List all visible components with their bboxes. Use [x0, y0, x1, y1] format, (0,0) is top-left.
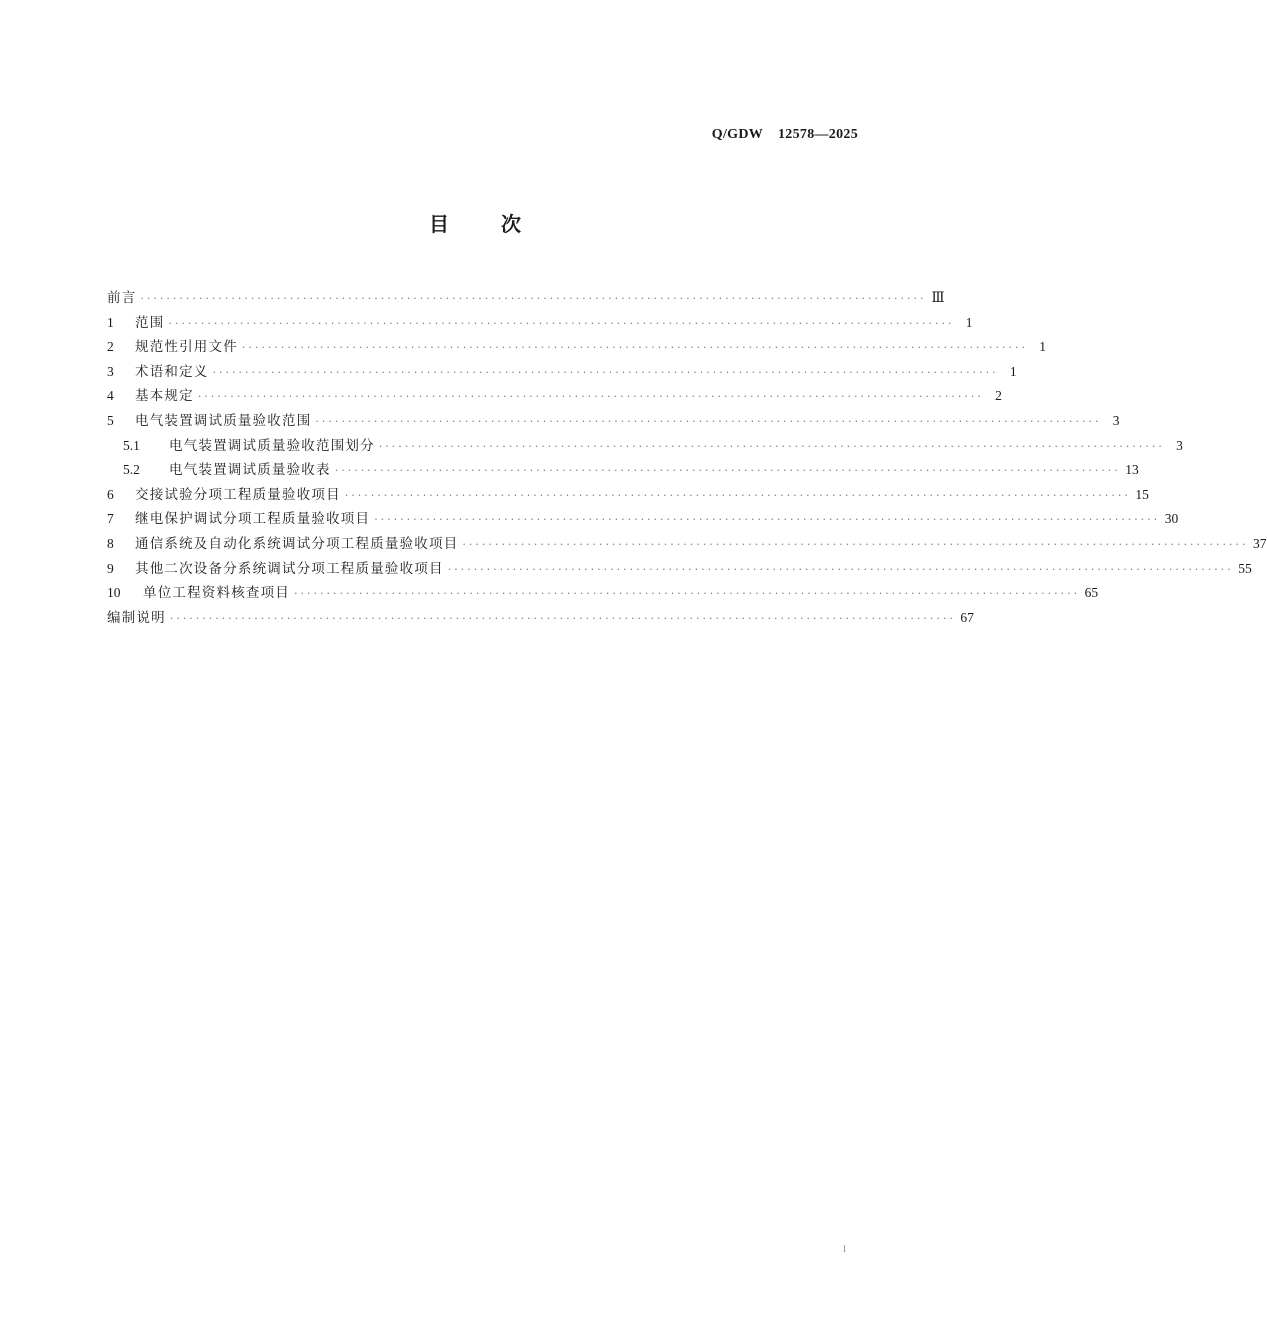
toc-entry-page: 37: [1253, 535, 1267, 551]
page-number: I: [843, 1244, 846, 1254]
toc-entry-10[interactable]: [107, 581, 1099, 606]
toc-entry-label: 术语和定义: [135, 363, 209, 380]
toc-entry-number: 8: [107, 535, 114, 551]
toc-entry-label: 交接试验分项工程质量验收项目: [135, 486, 341, 503]
toc-leader-dots: ·························································································································: [334, 464, 1121, 478]
table-of-contents: [107, 286, 1267, 630]
toc-entry-label: 前言: [107, 290, 137, 306]
toc-entry-page: 1: [1009, 363, 1017, 379]
toc-entry-number: 6: [107, 486, 114, 502]
toc-entry-number: 3: [107, 363, 114, 379]
toc-entry-foreword[interactable]: [107, 286, 945, 311]
toc-entry-page: 3: [1176, 437, 1183, 453]
toc-entry-number: 1: [107, 314, 114, 330]
toc-entry-page: 55: [1238, 560, 1252, 576]
toc-leader-dots: ·························································································································: [197, 390, 984, 404]
toc-entry-compilation-notes[interactable]: [107, 606, 974, 631]
toc-entry-number: 5.2: [123, 462, 140, 478]
toc-leader-dots: ·························································································································: [374, 513, 1161, 527]
toc-title: 目次: [429, 212, 573, 236]
toc-entry-page: Ⅲ: [931, 290, 945, 305]
toc-entry-label: 单位工程资料核查项目: [143, 585, 290, 602]
toc-leader-dots: ·························································································································: [212, 365, 999, 379]
toc-entry-5-2[interactable]: [107, 458, 1139, 483]
toc-entry-number: 9: [107, 560, 114, 576]
toc-entry-label: 通信系统及自动化系统调试分项工程质量验收项目: [135, 535, 459, 552]
toc-entry-label: 电气装置调试质量验收表: [169, 462, 331, 479]
toc-entry-7[interactable]: [107, 507, 1179, 532]
toc-leader-dots: ·························································································································: [315, 414, 1102, 428]
toc-leader-dots: ·························································································································: [241, 341, 1028, 355]
toc-entry-page: 67: [960, 609, 974, 625]
toc-entry-4[interactable]: [107, 384, 1002, 409]
toc-entry-page: 13: [1125, 462, 1139, 478]
toc-entry-3[interactable]: [107, 360, 1017, 385]
toc-entry-label: 规范性引用文件: [135, 339, 238, 356]
toc-entry-8[interactable]: [107, 532, 1267, 557]
toc-entry-9[interactable]: [107, 557, 1252, 582]
toc-entry-5[interactable]: [107, 409, 1120, 434]
toc-entry-page: 2: [995, 388, 1002, 404]
toc-entry-page: 65: [1084, 585, 1099, 601]
toc-entry-number: 10: [107, 585, 121, 601]
toc-entry-number: 4: [107, 388, 114, 404]
toc-entry-page: 30: [1164, 511, 1179, 527]
toc-entry-1[interactable]: [107, 311, 973, 336]
toc-entry-page: 1: [965, 314, 973, 330]
toc-entry-number: 7: [107, 511, 114, 527]
toc-entry-page: 15: [1135, 486, 1149, 502]
toc-entry-number: 5.1: [123, 437, 140, 453]
toc-entry-5-1[interactable]: [107, 434, 1183, 459]
toc-entry-label: 范围: [135, 314, 165, 331]
toc-entry-number: 5: [107, 412, 114, 428]
toc-leader-dots: ·························································································································: [447, 562, 1234, 576]
toc-entry-label: 电气装置调试质量验收范围: [135, 412, 312, 429]
toc-leader-dots: ·························································································································: [462, 537, 1249, 551]
toc-leader-dots: ·························································································································: [140, 292, 927, 305]
toc-entry-label: 其他二次设备分系统调试分项工程质量验收项目: [135, 560, 444, 577]
toc-leader-dots: ·························································································································: [168, 316, 955, 330]
toc-leader-dots: ·························································································································: [344, 488, 1131, 502]
toc-entry-6[interactable]: [107, 483, 1149, 508]
toc-entry-label: 继电保护调试分项工程质量验收项目: [135, 511, 371, 528]
toc-leader-dots: ·························································································································: [378, 439, 1165, 453]
document-code: Q/GDW 12578—2025: [711, 127, 858, 142]
toc-entry-label: 编制说明: [107, 609, 166, 626]
toc-entry-page: 3: [1112, 412, 1120, 428]
toc-entry-number: 2: [107, 339, 114, 355]
toc-leader-dots: ·························································································································: [294, 587, 1081, 601]
toc-entry-2[interactable]: [107, 335, 1046, 360]
toc-entry-label: 基本规定: [135, 388, 194, 405]
toc-leader-dots: ·························································································································: [169, 611, 956, 625]
toc-entry-page: 1: [1039, 339, 1046, 355]
toc-entry-label: 电气装置调试质量验收范围划分: [169, 437, 375, 454]
